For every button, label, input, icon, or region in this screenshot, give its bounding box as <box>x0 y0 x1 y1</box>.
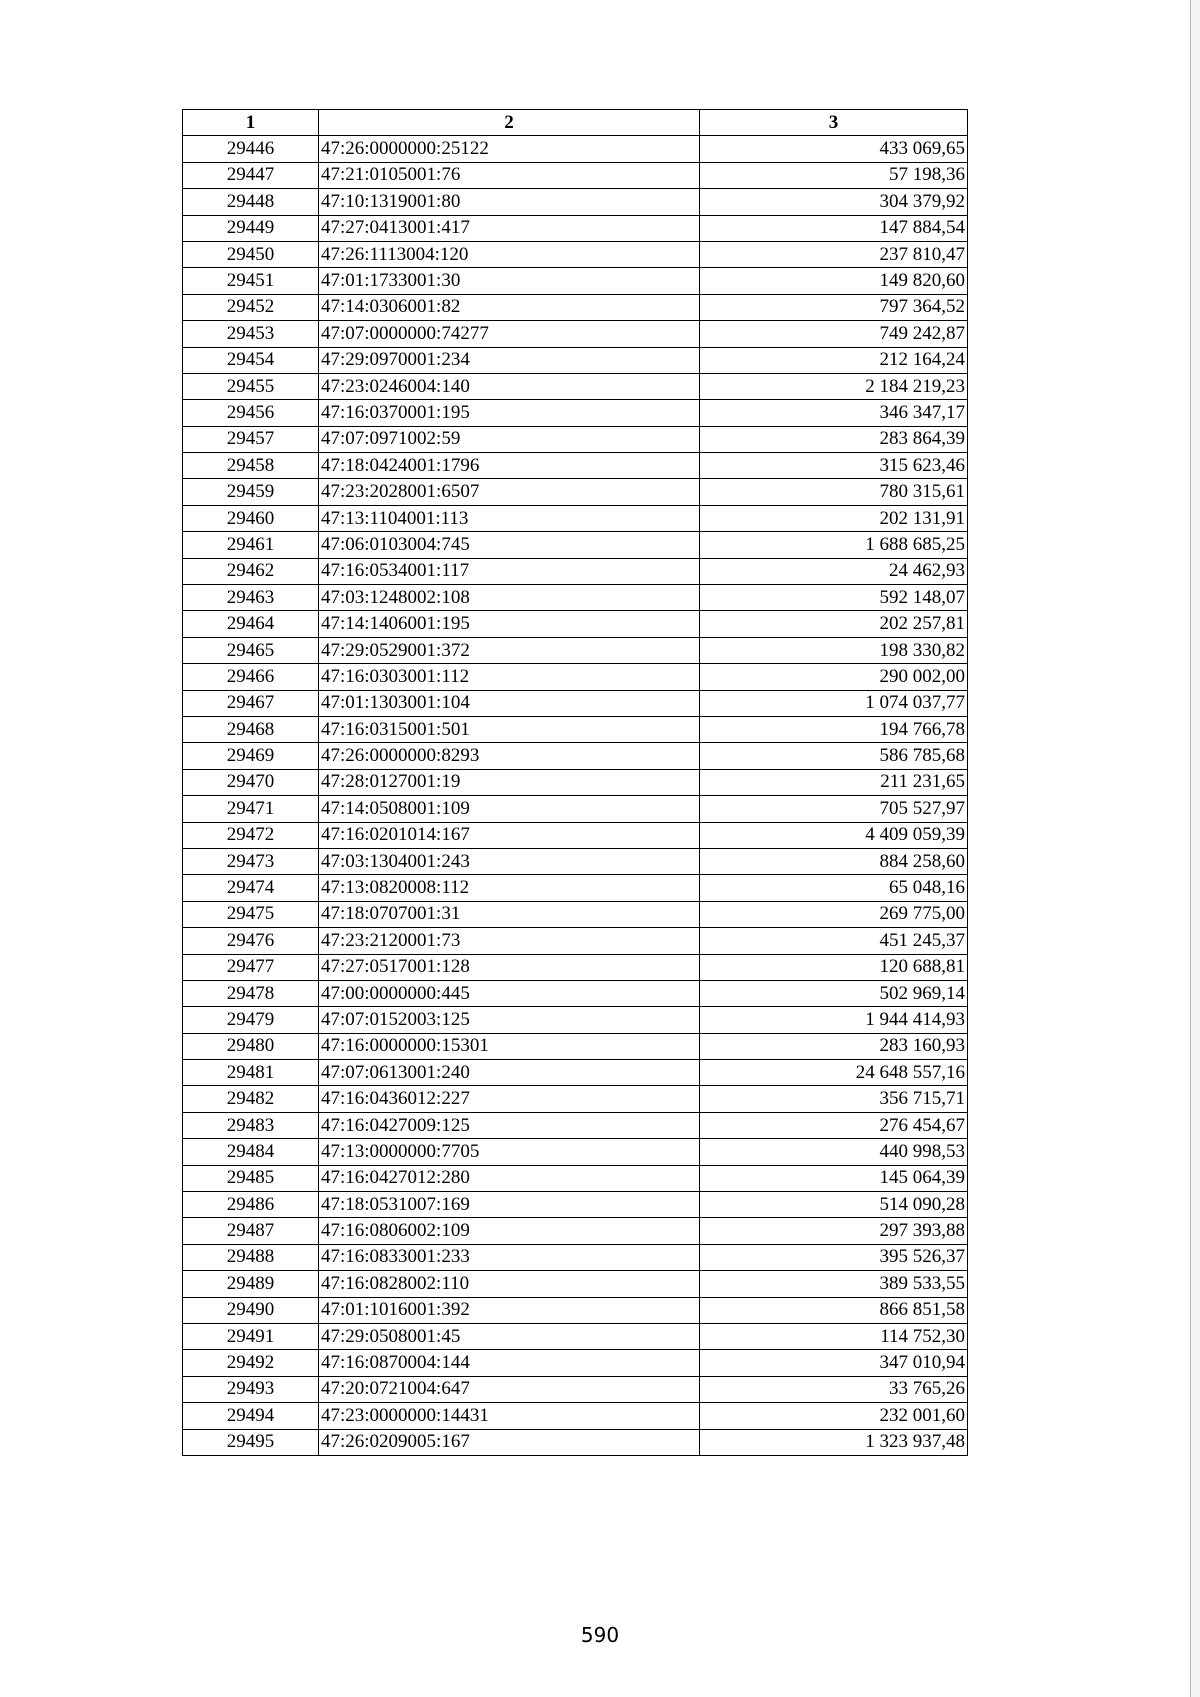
page-edge <box>1190 0 1200 1697</box>
table-row <box>183 189 968 215</box>
cadastral-value-cell: 347 010,94 <box>700 1350 968 1376</box>
cadastral-value-cell: 749 242,87 <box>700 321 968 347</box>
row-number-cell: 29470 <box>183 769 319 795</box>
table-row <box>183 347 968 373</box>
cadastral-number-cell: 47:28:0127001:19 <box>319 769 700 795</box>
cadastral-number-cell: 47:16:0534001:117 <box>319 558 700 584</box>
cadastral-number-cell: 47:23:2028001:6507 <box>319 479 700 505</box>
cadastral-value-cell: 147 884,54 <box>700 215 968 241</box>
table-row <box>183 1192 968 1218</box>
row-number-cell: 29455 <box>183 373 319 399</box>
cadastral-number-cell: 47:18:0424001:1796 <box>319 453 700 479</box>
cadastral-value-cell: 586 785,68 <box>700 743 968 769</box>
cadastral-value-cell: 797 364,52 <box>700 294 968 320</box>
row-number-cell: 29484 <box>183 1139 319 1165</box>
table-row <box>183 479 968 505</box>
table-row <box>183 875 968 901</box>
row-number-cell: 29448 <box>183 189 319 215</box>
cadastral-value-cell: 237 810,47 <box>700 241 968 267</box>
page-number: 590 <box>580 1623 620 1647</box>
row-number-cell: 29493 <box>183 1376 319 1402</box>
table-row <box>183 664 968 690</box>
cadastral-number-cell: 47:07:0613001:240 <box>319 1060 700 1086</box>
cadastral-value-cell: 290 002,00 <box>700 664 968 690</box>
cadastral-number-cell: 47:26:0000000:8293 <box>319 743 700 769</box>
cadastral-value-cell: 1 688 685,25 <box>700 532 968 558</box>
table-row <box>183 1086 968 1112</box>
cadastral-value-cell: 120 688,81 <box>700 954 968 980</box>
cadastral-number-cell: 47:13:1104001:113 <box>319 505 700 531</box>
cadastral-number-cell: 47:00:0000000:445 <box>319 980 700 1006</box>
table-row <box>183 162 968 188</box>
row-number-cell: 29495 <box>183 1429 319 1455</box>
cadastral-number-cell: 47:16:0427009:125 <box>319 1112 700 1138</box>
table-row <box>183 215 968 241</box>
row-number-cell: 29490 <box>183 1297 319 1323</box>
table-header <box>183 110 968 136</box>
cadastral-number-cell: 47:29:0970001:234 <box>319 347 700 373</box>
row-number-cell: 29478 <box>183 980 319 1006</box>
header-column-1: 1 <box>183 110 319 136</box>
cadastral-value-cell: 24 462,93 <box>700 558 968 584</box>
cadastral-value-cell: 346 347,17 <box>700 400 968 426</box>
cadastral-number-cell: 47:16:0870004:144 <box>319 1350 700 1376</box>
cadastral-value-cell: 433 069,65 <box>700 136 968 162</box>
row-number-cell: 29456 <box>183 400 319 426</box>
row-number-cell: 29458 <box>183 453 319 479</box>
row-number-cell: 29465 <box>183 637 319 663</box>
row-number-cell: 29472 <box>183 822 319 848</box>
table-row <box>183 268 968 294</box>
row-number-cell: 29481 <box>183 1060 319 1086</box>
row-number-cell: 29487 <box>183 1218 319 1244</box>
table-row <box>183 928 968 954</box>
cadastral-value-cell: 149 820,60 <box>700 268 968 294</box>
row-number-cell: 29453 <box>183 321 319 347</box>
row-number-cell: 29475 <box>183 901 319 927</box>
row-number-cell: 29491 <box>183 1323 319 1349</box>
row-number-cell: 29471 <box>183 796 319 822</box>
table-row <box>183 373 968 399</box>
cadastral-number-cell: 47:20:0721004:647 <box>319 1376 700 1402</box>
row-number-cell: 29446 <box>183 136 319 162</box>
cadastral-value-cell: 202 131,91 <box>700 505 968 531</box>
cadastral-value-cell: 315 623,46 <box>700 453 968 479</box>
header-column-3: 3 <box>700 110 968 136</box>
cadastral-number-cell: 47:16:0833001:233 <box>319 1244 700 1270</box>
cadastral-number-cell: 47:16:0000000:15301 <box>319 1033 700 1059</box>
row-number-cell: 29489 <box>183 1271 319 1297</box>
row-number-cell: 29474 <box>183 875 319 901</box>
cadastral-value-cell: 297 393,88 <box>700 1218 968 1244</box>
row-number-cell: 29466 <box>183 664 319 690</box>
cadastral-value-cell: 304 379,92 <box>700 189 968 215</box>
row-number-cell: 29476 <box>183 928 319 954</box>
cadastral-number-cell: 47:01:1016001:392 <box>319 1297 700 1323</box>
cadastral-value-cell: 884 258,60 <box>700 848 968 874</box>
cadastral-value-cell: 866 851,58 <box>700 1297 968 1323</box>
row-number-cell: 29485 <box>183 1165 319 1191</box>
cadastral-value-cell: 502 969,14 <box>700 980 968 1006</box>
row-number-cell: 29452 <box>183 294 319 320</box>
table-row <box>183 1297 968 1323</box>
table-row <box>183 1429 968 1455</box>
table-row <box>183 558 968 584</box>
cadastral-number-cell: 47:18:0707001:31 <box>319 901 700 927</box>
table-row <box>183 426 968 452</box>
table-row <box>183 1376 968 1402</box>
cadastral-value-cell: 211 231,65 <box>700 769 968 795</box>
row-number-cell: 29454 <box>183 347 319 373</box>
cadastral-number-cell: 47:16:0806002:109 <box>319 1218 700 1244</box>
row-number-cell: 29450 <box>183 241 319 267</box>
row-number-cell: 29463 <box>183 585 319 611</box>
cadastral-number-cell: 47:26:0209005:167 <box>319 1429 700 1455</box>
table-row <box>183 1060 968 1086</box>
cadastral-value-cell: 1 944 414,93 <box>700 1007 968 1033</box>
table-row <box>183 769 968 795</box>
cadastral-number-cell: 47:23:0000000:14431 <box>319 1403 700 1429</box>
table-row <box>183 585 968 611</box>
table-row <box>183 1244 968 1270</box>
cadastral-number-cell: 47:23:0246004:140 <box>319 373 700 399</box>
table-row <box>183 716 968 742</box>
table-row <box>183 796 968 822</box>
cadastral-number-cell: 47:13:0820008:112 <box>319 875 700 901</box>
cadastral-number-cell: 47:23:2120001:73 <box>319 928 700 954</box>
row-number-cell: 29469 <box>183 743 319 769</box>
cadastral-number-cell: 47:01:1303001:104 <box>319 690 700 716</box>
cadastral-number-cell: 47:29:0529001:372 <box>319 637 700 663</box>
cadastral-number-cell: 47:07:0152003:125 <box>319 1007 700 1033</box>
row-number-cell: 29492 <box>183 1350 319 1376</box>
cadastral-number-cell: 47:14:0508001:109 <box>319 796 700 822</box>
cadastral-number-cell: 47:29:0508001:45 <box>319 1323 700 1349</box>
cadastral-value-cell: 1 323 937,48 <box>700 1429 968 1455</box>
cadastral-number-cell: 47:16:0315001:501 <box>319 716 700 742</box>
row-number-cell: 29473 <box>183 848 319 874</box>
table-row <box>183 321 968 347</box>
cadastral-value-cell: 395 526,37 <box>700 1244 968 1270</box>
row-number-cell: 29482 <box>183 1086 319 1112</box>
cadastral-number-cell: 47:06:0103004:745 <box>319 532 700 558</box>
cadastral-value-cell: 592 148,07 <box>700 585 968 611</box>
cadastral-value-cell: 212 164,24 <box>700 347 968 373</box>
cadastral-number-cell: 47:16:0427012:280 <box>319 1165 700 1191</box>
cadastral-number-cell: 47:27:0517001:128 <box>319 954 700 980</box>
cadastral-number-cell: 47:16:0828002:110 <box>319 1271 700 1297</box>
cadastral-value-cell: 356 715,71 <box>700 1086 968 1112</box>
cadastral-number-cell: 47:16:0201014:167 <box>319 822 700 848</box>
cadastral-number-cell: 47:21:0105001:76 <box>319 162 700 188</box>
table-row <box>183 294 968 320</box>
header-column-2: 2 <box>319 110 700 136</box>
cadastral-value-cell: 114 752,30 <box>700 1323 968 1349</box>
table-row <box>183 1033 968 1059</box>
table-row <box>183 1139 968 1165</box>
cadastral-value-cell: 145 064,39 <box>700 1165 968 1191</box>
row-number-cell: 29494 <box>183 1403 319 1429</box>
table-row <box>183 611 968 637</box>
table-row <box>183 822 968 848</box>
cadastral-value-cell: 283 864,39 <box>700 426 968 452</box>
cadastral-value-table <box>182 109 968 1456</box>
table-row <box>183 901 968 927</box>
row-number-cell: 29460 <box>183 505 319 531</box>
table-row <box>183 1350 968 1376</box>
cadastral-number-cell: 47:18:0531007:169 <box>319 1192 700 1218</box>
cadastral-number-cell: 47:01:1733001:30 <box>319 268 700 294</box>
cadastral-value-cell: 780 315,61 <box>700 479 968 505</box>
row-number-cell: 29449 <box>183 215 319 241</box>
cadastral-number-cell: 47:14:0306001:82 <box>319 294 700 320</box>
cadastral-value-cell: 202 257,81 <box>700 611 968 637</box>
table-row <box>183 954 968 980</box>
cadastral-number-cell: 47:16:0303001:112 <box>319 664 700 690</box>
table-row <box>183 1323 968 1349</box>
table-row <box>183 532 968 558</box>
row-number-cell: 29480 <box>183 1033 319 1059</box>
cadastral-value-cell: 232 001,60 <box>700 1403 968 1429</box>
cadastral-value-cell: 451 245,37 <box>700 928 968 954</box>
cadastral-value-cell: 65 048,16 <box>700 875 968 901</box>
cadastral-value-cell: 33 765,26 <box>700 1376 968 1402</box>
cadastral-number-cell: 47:10:1319001:80 <box>319 189 700 215</box>
cadastral-number-cell: 47:07:0971002:59 <box>319 426 700 452</box>
header-row <box>183 110 968 136</box>
cadastral-number-cell: 47:07:0000000:74277 <box>319 321 700 347</box>
table-row <box>183 1403 968 1429</box>
table-row <box>183 505 968 531</box>
table-row <box>183 637 968 663</box>
cadastral-value-cell: 283 160,93 <box>700 1033 968 1059</box>
row-number-cell: 29468 <box>183 716 319 742</box>
cadastral-value-cell: 269 775,00 <box>700 901 968 927</box>
cadastral-value-cell: 4 409 059,39 <box>700 822 968 848</box>
row-number-cell: 29457 <box>183 426 319 452</box>
table-body <box>183 136 968 1456</box>
row-number-cell: 29459 <box>183 479 319 505</box>
table-row <box>183 453 968 479</box>
cadastral-number-cell: 47:03:1248002:108 <box>319 585 700 611</box>
cadastral-number-cell: 47:16:0370001:195 <box>319 400 700 426</box>
cadastral-value-cell: 276 454,67 <box>700 1112 968 1138</box>
row-number-cell: 29451 <box>183 268 319 294</box>
cadastral-number-cell: 47:14:1406001:195 <box>319 611 700 637</box>
cadastral-value-cell: 57 198,36 <box>700 162 968 188</box>
table-row <box>183 241 968 267</box>
cadastral-number-cell: 47:13:0000000:7705 <box>319 1139 700 1165</box>
table-row <box>183 1218 968 1244</box>
cadastral-value-cell: 1 074 037,77 <box>700 690 968 716</box>
table-row <box>183 980 968 1006</box>
cadastral-number-cell: 47:26:0000000:25122 <box>319 136 700 162</box>
cadastral-value-cell: 389 533,55 <box>700 1271 968 1297</box>
table-row <box>183 743 968 769</box>
cadastral-value-cell: 705 527,97 <box>700 796 968 822</box>
row-number-cell: 29488 <box>183 1244 319 1270</box>
cadastral-value-cell: 194 766,78 <box>700 716 968 742</box>
cadastral-value-cell: 198 330,82 <box>700 637 968 663</box>
table-row <box>183 1165 968 1191</box>
cadastral-value-cell: 2 184 219,23 <box>700 373 968 399</box>
row-number-cell: 29477 <box>183 954 319 980</box>
table-row <box>183 848 968 874</box>
row-number-cell: 29462 <box>183 558 319 584</box>
cadastral-number-cell: 47:03:1304001:243 <box>319 848 700 874</box>
cadastral-number-cell: 47:27:0413001:417 <box>319 215 700 241</box>
table-row <box>183 1007 968 1033</box>
row-number-cell: 29447 <box>183 162 319 188</box>
table-row <box>183 690 968 716</box>
row-number-cell: 29486 <box>183 1192 319 1218</box>
cadastral-value-cell: 440 998,53 <box>700 1139 968 1165</box>
row-number-cell: 29483 <box>183 1112 319 1138</box>
cadastral-number-cell: 47:16:0436012:227 <box>319 1086 700 1112</box>
table-row <box>183 400 968 426</box>
row-number-cell: 29467 <box>183 690 319 716</box>
cadastral-value-cell: 514 090,28 <box>700 1192 968 1218</box>
row-number-cell: 29461 <box>183 532 319 558</box>
row-number-cell: 29479 <box>183 1007 319 1033</box>
table-row <box>183 1271 968 1297</box>
cadastral-number-cell: 47:26:1113004:120 <box>319 241 700 267</box>
cadastral-value-cell: 24 648 557,16 <box>700 1060 968 1086</box>
table-row <box>183 1112 968 1138</box>
row-number-cell: 29464 <box>183 611 319 637</box>
table-row <box>183 136 968 162</box>
